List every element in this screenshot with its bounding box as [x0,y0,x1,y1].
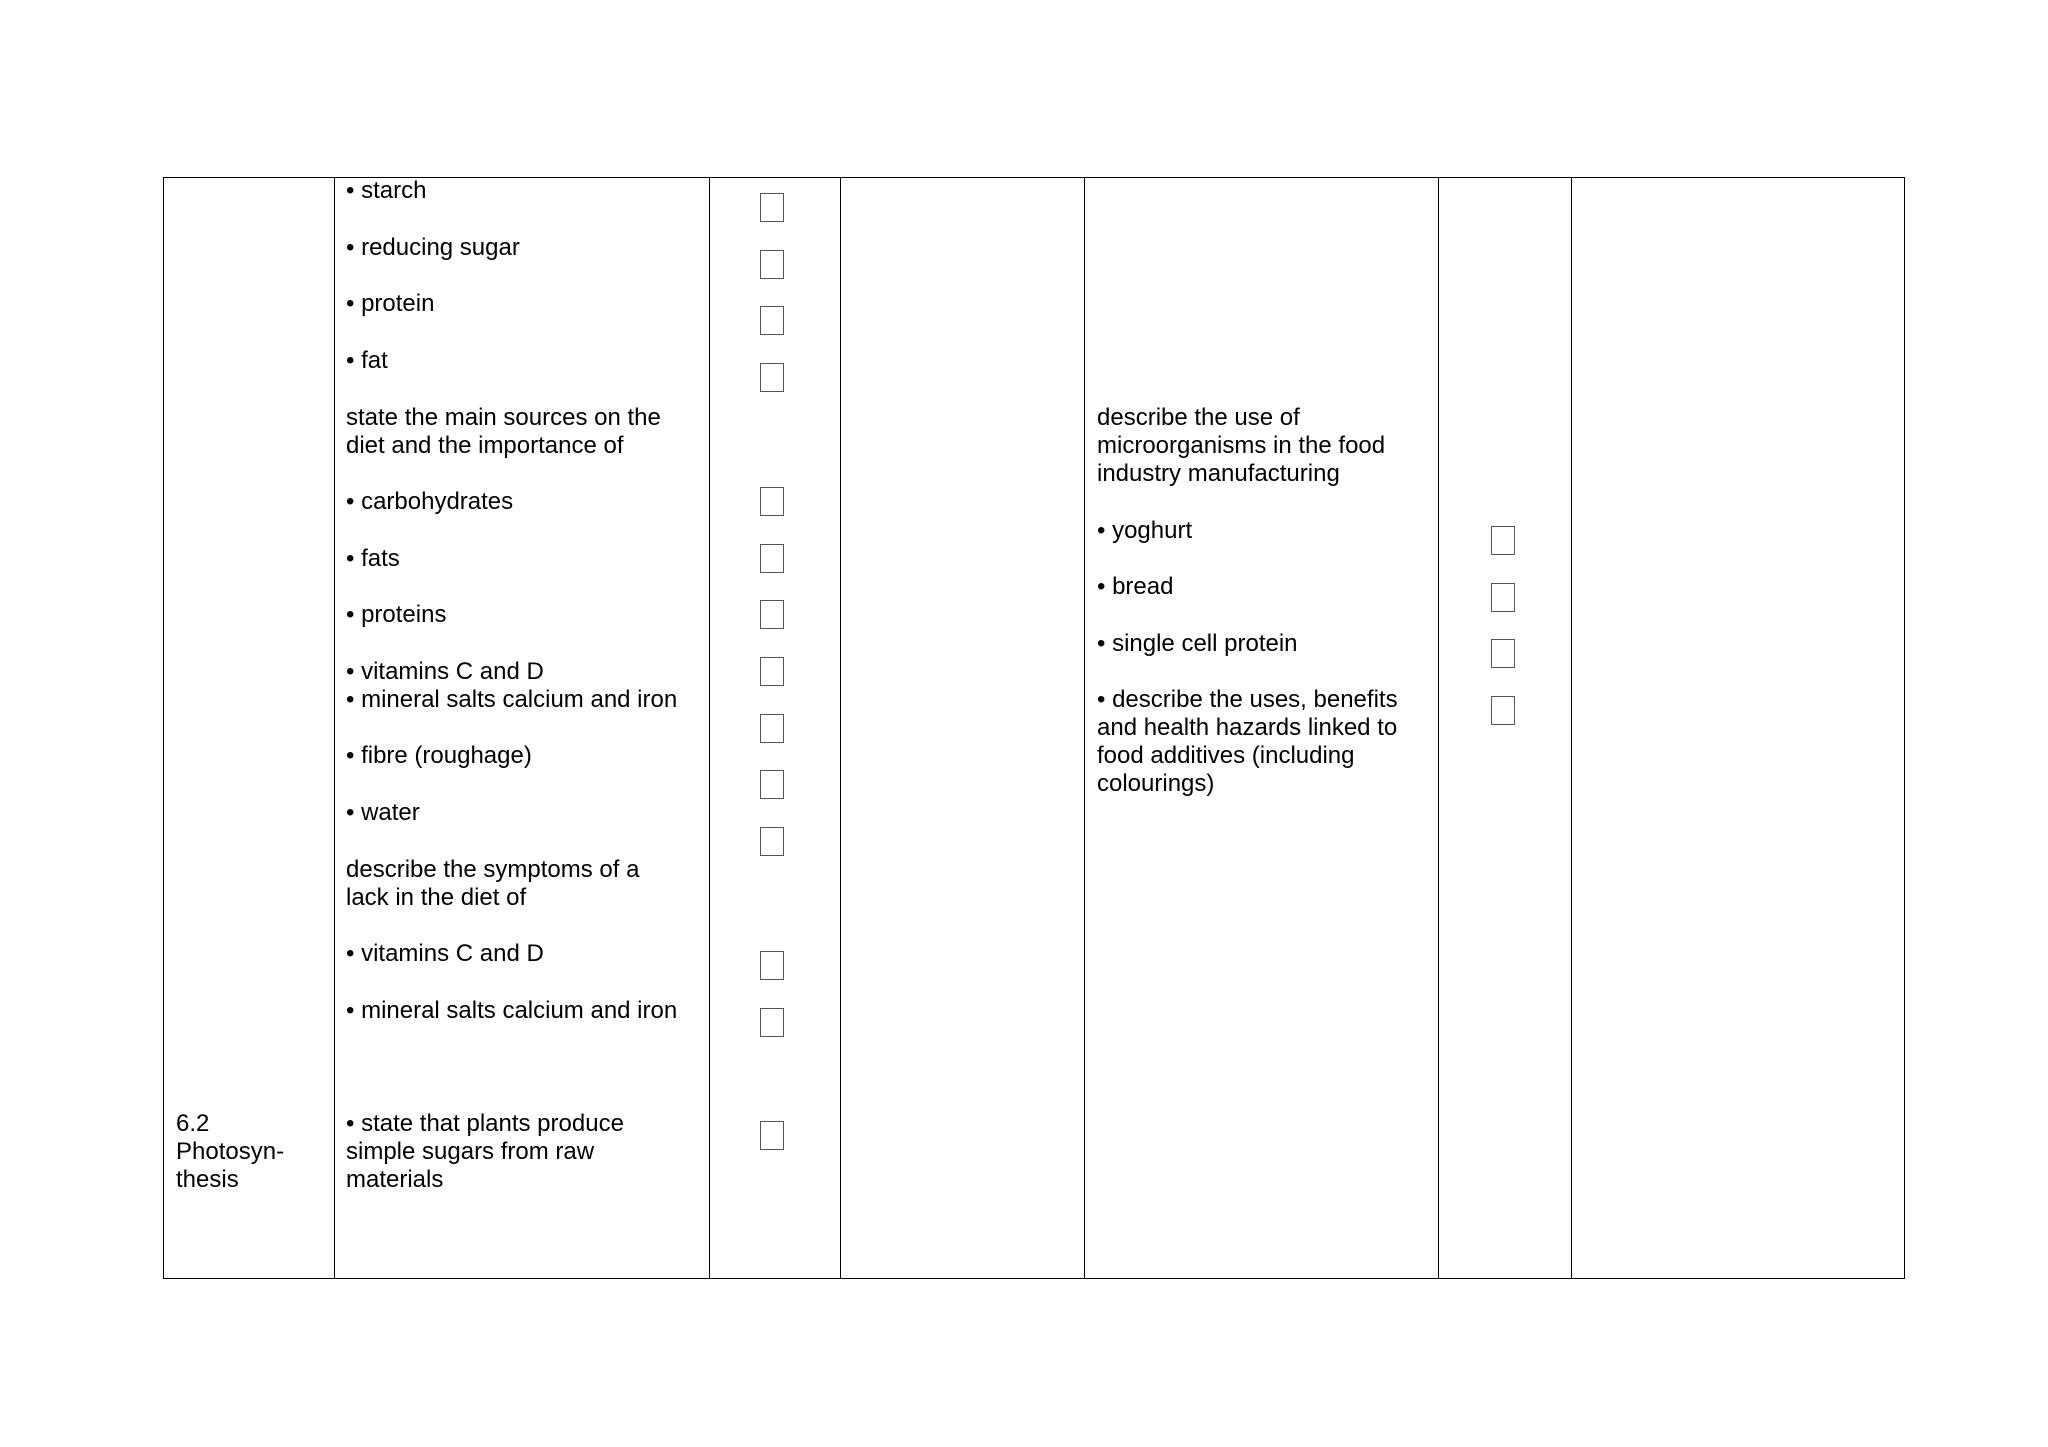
extended-heading-microorganisms: describe the use of [1097,404,1300,431]
checkbox-food-additives[interactable] [1491,696,1515,725]
checkbox-carbohydrates[interactable] [760,487,784,516]
extended-single-cell-protein: • single cell protein [1097,630,1298,657]
checkbox-mineral-salts[interactable] [760,714,784,743]
checkbox-vitamins[interactable] [760,657,784,686]
objective-reducing-sugar: • reducing sugar [346,234,520,261]
extended-food-additives: • describe the uses, benefits [1097,686,1398,713]
column-divider [1084,178,1085,1278]
extended-heading-microorganisms-end: industry manufacturing [1097,460,1340,487]
objective-heading-symptoms-continued: lack in the diet of [346,884,527,911]
objective-vitamins: • vitamins C and D [346,658,544,685]
section-title-continued: thesis [176,1166,239,1193]
checkbox-fats[interactable] [760,544,784,573]
checkbox-photosynthesis[interactable] [760,1121,784,1150]
checkbox-protein[interactable] [760,306,784,335]
checkbox-single-cell-protein[interactable] [1491,639,1515,668]
objective-water: • water [346,799,420,826]
objective-fibre: • fibre (roughage) [346,742,532,769]
extended-food-additives-continued: and health hazards linked to [1097,714,1398,741]
extended-yoghurt: • yoghurt [1097,517,1193,544]
objective-mineral-salts-lack: • mineral salts calcium and iron [346,997,678,1024]
objective-heading-sources: state the main sources on the [346,404,661,431]
checkbox-fibre[interactable] [760,770,784,799]
objective-vitamins-lack: • vitamins C and D [346,940,544,967]
objective-photosynthesis: • state that plants produce [346,1110,624,1137]
extended-food-additives-end: colourings) [1097,770,1215,797]
objective-mineral-salts: • mineral salts calcium and iron [346,686,678,713]
column-divider [709,178,710,1278]
checkbox-mineral-salts-lack[interactable] [760,1008,784,1037]
column-divider [1438,178,1439,1278]
checkbox-starch[interactable] [760,193,784,222]
checkbox-fat[interactable] [760,363,784,392]
objective-proteins: • proteins [346,601,447,628]
checkbox-yoghurt[interactable] [1491,526,1515,555]
objective-fat: • fat [346,347,388,374]
objective-starch: • starch [346,177,427,204]
column-divider [840,178,841,1278]
column-divider [1571,178,1572,1278]
checkbox-proteins[interactable] [760,600,784,629]
extended-bread: • bread [1097,573,1174,600]
objective-heading-symptoms: describe the symptoms of a [346,856,640,883]
extended-food-additives-continued-2: food additives (including [1097,742,1355,769]
objective-photosynthesis-end: materials [346,1166,444,1193]
checkbox-reducing-sugar[interactable] [760,250,784,279]
checkbox-vitamins-lack[interactable] [760,951,784,980]
checkbox-bread[interactable] [1491,583,1515,612]
section-title: Photosyn- [176,1138,285,1165]
objective-protein: • protein [346,290,435,317]
objective-photosynthesis-continued: simple sugars from raw [346,1138,595,1165]
objective-carbohydrates: • carbohydrates [346,488,514,515]
objective-fats: • fats [346,545,400,572]
column-divider [334,178,335,1278]
extended-heading-microorganisms-continued: microorganisms in the food [1097,432,1386,459]
checkbox-water[interactable] [760,827,784,856]
section-number: 6.2 [176,1110,210,1137]
objective-heading-sources-continued: diet and the importance of [346,432,624,459]
